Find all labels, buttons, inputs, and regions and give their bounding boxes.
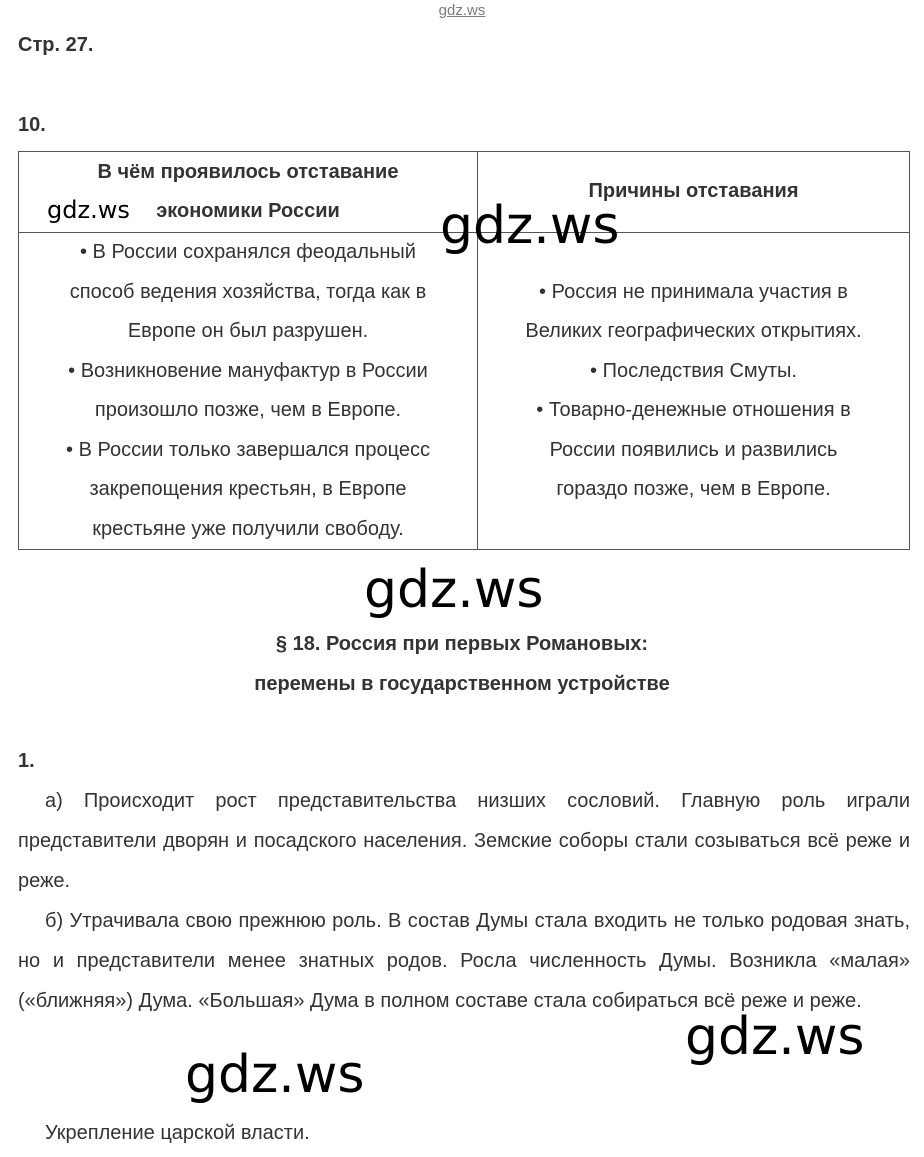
watermark: gdz.ws [364, 560, 544, 620]
watermark: gdz.ws [185, 1045, 365, 1105]
list-item: произошло позже, чем в Европе. [94, 399, 402, 421]
answer-b: б) Утрачивала свою прежнюю роль. В состав Думы стала входить не только родовая знать, но и представители менее знатных родов. Росла численность Думы. Возникла «малая» («ближняя») Дума. «Большая» Дума в полном составе стала собираться всё реже и реже. [18, 910, 910, 1012]
answer-a: а) Происходит рост представительства низших сословий. Главную роль играли представители дворян и посадского населения. Земские соборы стали созываться всё реже и реже. [18, 790, 910, 892]
lag-causes-cell [478, 233, 910, 550]
lag-manifestation-cell [19, 233, 478, 550]
list-item: • В России сохранялся феодальный [80, 241, 416, 263]
list-item: Великих географических открытиях. [525, 320, 862, 342]
header-line: Причины отставания [588, 180, 799, 203]
top-watermark-link[interactable]: gdz.ws [438, 2, 486, 19]
list-item: закрепощения крестьян, в Европе [89, 478, 407, 500]
watermark: gdz.ws [685, 1007, 865, 1067]
header-line: экономики России [156, 200, 340, 222]
watermark: gdz.ws [440, 196, 620, 256]
question-1-number: 1. [18, 750, 35, 772]
list-item: • В России только завершался процесс [66, 438, 430, 461]
watermark: gdz.ws [47, 196, 130, 224]
section-title [0, 624, 924, 704]
list-item: • Россия не принимала участия в [539, 280, 848, 303]
list-item: Европе он был разрушен. [127, 320, 369, 342]
closing-text: Укрепление царской власти. [45, 1122, 310, 1144]
header-line: В чём проявилось отставание [97, 160, 399, 183]
section-title-line: перемены в государственном устройстве [254, 673, 670, 695]
list-item: способ ведения хозяйства, тогда как в [69, 280, 427, 303]
list-item: • Возникновение мануфактур в России [68, 359, 428, 382]
answers-block [18, 781, 910, 1021]
page-reference: Стр. 27. [18, 34, 94, 56]
task-10-number: 10. [18, 114, 46, 136]
list-item: гораздо позже, чем в Европе. [556, 478, 831, 500]
list-item: • Товарно-денежные отношения в [536, 399, 851, 421]
list-item: крестьяне уже получили свободу. [92, 517, 404, 540]
section-title-line: § 18. Россия при первых Романовых: [275, 633, 649, 655]
table-row [19, 233, 910, 550]
list-item: • Последствия Смуты. [590, 359, 797, 382]
list-item: России появились и развились [549, 438, 838, 461]
